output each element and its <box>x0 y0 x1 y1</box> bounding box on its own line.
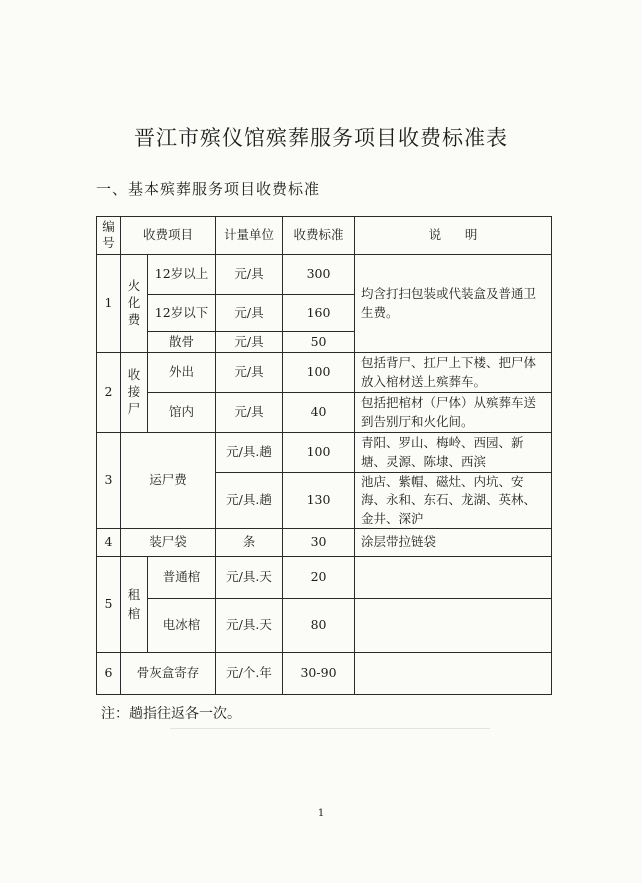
desc-cell-empty <box>355 557 552 599</box>
price-cell: 30 <box>283 529 355 557</box>
unit-cell: 元/具.天 <box>216 557 283 599</box>
unit-cell: 元/个.年 <box>216 653 283 695</box>
unit-cell: 元/具 <box>216 332 283 353</box>
unit-cell: 元/具 <box>216 393 283 433</box>
fee-table <box>96 216 552 695</box>
row-num: 4 <box>97 529 121 557</box>
header-num: 编号 <box>97 217 121 255</box>
unit-cell: 条 <box>216 529 283 557</box>
price-cell: 40 <box>283 393 355 433</box>
table-row <box>97 653 552 695</box>
row-num: 5 <box>97 557 121 653</box>
header-desc: 说 明 <box>355 217 552 255</box>
desc-cell-empty <box>355 599 552 653</box>
table-row <box>97 353 552 393</box>
price-cell: 20 <box>283 557 355 599</box>
sub-item: 12岁以下 <box>148 295 216 332</box>
price-cell: 300 <box>283 255 355 295</box>
header-price: 收费标准 <box>283 217 355 255</box>
unit-cell: 元/具 <box>216 353 283 393</box>
table-row <box>97 393 552 433</box>
item-cell: 骨灰盒寄存 <box>121 653 216 695</box>
unit-cell: 元/具.趟 <box>216 473 283 529</box>
row-num: 2 <box>97 353 121 433</box>
table-row <box>97 557 552 599</box>
header-item: 收费项目 <box>121 217 216 255</box>
row-num: 3 <box>97 433 121 529</box>
table-row <box>97 599 552 653</box>
desc-cell: 包括背尸、扛尸上下楼、把尸体放入棺材送上殡葬车。 <box>355 353 552 393</box>
unit-cell: 元/具.趟 <box>216 433 283 473</box>
sub-item: 电冰棺 <box>148 599 216 653</box>
section-heading: 一、基本殡葬服务项目收费标准 <box>96 180 321 198</box>
page-title: 晋江市殡仪馆殡葬服务项目收费标准表 <box>134 126 508 150</box>
page-number: 1 <box>317 808 325 819</box>
desc-cell: 均含打扫包装或代装盒及普通卫生费。 <box>355 255 552 353</box>
price-cell: 30-90 <box>283 653 355 695</box>
table-header-row <box>97 217 552 255</box>
sub-item: 外出 <box>148 353 216 393</box>
table-row <box>97 529 552 557</box>
price-cell: 100 <box>283 433 355 473</box>
price-cell: 80 <box>283 599 355 653</box>
price-cell: 50 <box>283 332 355 353</box>
price-cell: 130 <box>283 473 355 529</box>
price-cell: 160 <box>283 295 355 332</box>
item-cell: 运尸费 <box>121 433 216 529</box>
group-label: 租棺 <box>121 557 148 653</box>
unit-cell: 元/具 <box>216 295 283 332</box>
desc-cell: 包括把棺材（尸体）从殡葬车送到告别厅和火化间。 <box>355 393 552 433</box>
unit-cell: 元/具 <box>216 255 283 295</box>
sub-item: 馆内 <box>148 393 216 433</box>
desc-cell: 池店、紫帽、磁灶、内坑、安海、永和、东石、龙湖、英林、金井、深沪 <box>355 473 552 529</box>
table-row <box>97 433 552 473</box>
row-num: 1 <box>97 255 121 353</box>
sub-item: 散骨 <box>148 332 216 353</box>
item-cell: 装尸袋 <box>121 529 216 557</box>
group-label: 收接尸 <box>121 353 148 433</box>
header-unit: 计量单位 <box>216 217 283 255</box>
footnote: 注：趟指往返各一次。 <box>101 706 241 722</box>
row-num: 6 <box>97 653 121 695</box>
group-label: 火化费 <box>121 255 148 353</box>
table-row <box>97 255 552 295</box>
desc-cell: 涂层带拉链袋 <box>355 529 552 557</box>
unit-cell: 元/具.天 <box>216 599 283 653</box>
sub-item: 普通棺 <box>148 557 216 599</box>
desc-cell-empty <box>355 653 552 695</box>
sub-item: 12岁以上 <box>148 255 216 295</box>
desc-cell: 青阳、罗山、梅岭、西园、新塘、灵源、陈埭、西滨 <box>355 433 552 473</box>
price-cell: 100 <box>283 353 355 393</box>
bleed-through-line <box>170 728 490 729</box>
